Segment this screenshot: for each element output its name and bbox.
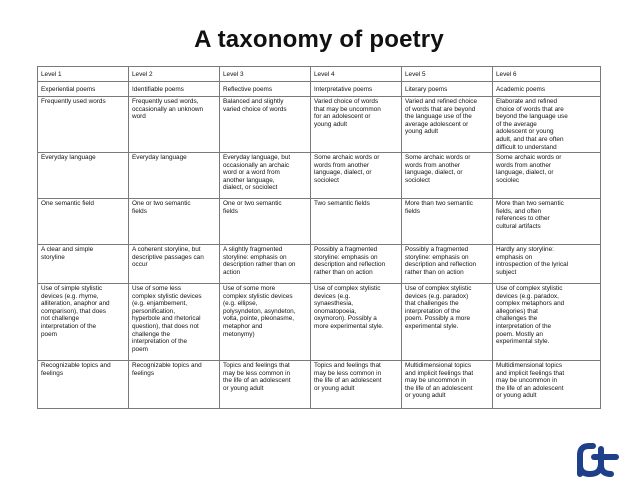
university-logo-icon [566,441,626,479]
table-cell: Recognizable topics and feelings [129,361,220,409]
table-cell: One or two semantic fields [220,199,311,245]
table-cell: Frequently used words, occasionally an unknown word [129,97,220,153]
table-cell: Elaborate and refined choice of words that are beyond the language use of the average adolescent or young adult, and that are often difficult to understand [493,97,601,153]
table-cell: Two semantic fields [311,199,402,245]
table-cell: One or two semantic fields [129,199,220,245]
poem-type-row [38,82,601,97]
storyline-row [38,245,601,284]
table-cell: Possibly a fragmented storyline: emphasis on description and reflection rather than on action [402,245,493,284]
poem-type-cell: Interpretative poems [311,82,402,97]
taxonomy-table [37,66,601,409]
table-cell: Use of complex stylistic devices (e.g. paradox) that challenges the interpretation of the poem. Possibly a more experimental style. [402,284,493,361]
level-header-cell: Level 5 [402,67,493,82]
poem-type-cell: Literary poems [402,82,493,97]
poem-type-cell: Academic poems [493,82,601,97]
table-cell: Use of simple stylistic devices (e.g. rhyme, alliteration, anaphor and comparison), that does not challenge interpretation of the poem [38,284,129,361]
table-cell: Multidimensional topics and implicit feelings that may be uncommon in the life of an adolescent or young adult [402,361,493,409]
level-header-cell: Level 2 [129,67,220,82]
table-cell: Hardly any storyline: emphasis on introspection of the lyrical subject [493,245,601,284]
level-header-cell: Level 1 [38,67,129,82]
level-header-row [38,67,601,82]
table-cell: Topics and feelings that may be less common in the life of an adolescent or young adult [220,361,311,409]
topics-row [38,361,601,409]
table-cell: Everyday language [38,153,129,199]
table-cell: Some archaic words or words from another language, dialect, or sociolect [311,153,402,199]
table-cell: Some archaic words or words from another language, dialect, or sociolect [402,153,493,199]
table-cell: Use of complex stylistic devices (e.g. paradox, complex metaphors and allegories) that challenges the interpretation of the poem. Mostly an experimental style. [493,284,601,361]
table-cell: Recognizable topics and feelings [38,361,129,409]
stylistic-devices-row [38,284,601,361]
table-cell: Varied and refined choice of words that are beyond the language use of the average adolescent or young adult [402,97,493,153]
table-cell: One semantic field [38,199,129,245]
language-row [38,153,601,199]
poem-type-cell: Experiential poems [38,82,129,97]
table-cell: A clear and simple storyline [38,245,129,284]
level-header-cell: Level 3 [220,67,311,82]
table-cell: Everyday language [129,153,220,199]
table-cell: Multidimensional topics and implicit feelings that may be uncommon in the life of an adolescent or young adult [493,361,601,409]
word-choice-row [38,97,601,153]
table-cell: Everyday language, but occasionally an archaic word or a word from another language, dialect, or sociolect [220,153,311,199]
table-cell: Frequently used words [38,97,129,153]
table-cell: Balanced and slightly varied choice of words [220,97,311,153]
table-cell: Some archaic words or words from another language, dialect, or sociolec [493,153,601,199]
table-cell: Possibly a fragmented storyline: emphasis on description and reflection rather than on action [311,245,402,284]
semantic-field-row [38,199,601,245]
poem-type-cell: Identifiable poems [129,82,220,97]
table-cell: Use of complex stylistic devices (e.g. synaesthesia, onomatopoeia, oxymoron). Possibly a more experimental style. [311,284,402,361]
table-cell: More than two semantic fields, and often references to other cultural artifacts [493,199,601,245]
table-cell: A slightly fragmented storyline: emphasis on description rather than on action [220,245,311,284]
table-cell: More than two semantic fields [402,199,493,245]
table-cell: Varied choice of words that may be uncommon for an adolescent or young adult [311,97,402,153]
poem-type-cell: Reflective poems [220,82,311,97]
table-cell: Use of some less complex stylistic devices (e.g. enjambement, personification, hyperbole and rhetorical question), that does not challenge the interpretation of the poem [129,284,220,361]
table-cell: A coherent storyline, but descriptive passages can occur [129,245,220,284]
level-header-cell: Level 6 [493,67,601,82]
table-cell: Topics and feelings that may be less common in the life of an adolescent or young adult [311,361,402,409]
table-cell: Use of some more complex stylistic devices (e.g. ellipse, polysyndeton, asyndeton, volta, pointe, pleonasme, metaphor and metonymy) [220,284,311,361]
page-title: A taxonomy of poetry [194,26,444,53]
level-header-cell: Level 4 [311,67,402,82]
